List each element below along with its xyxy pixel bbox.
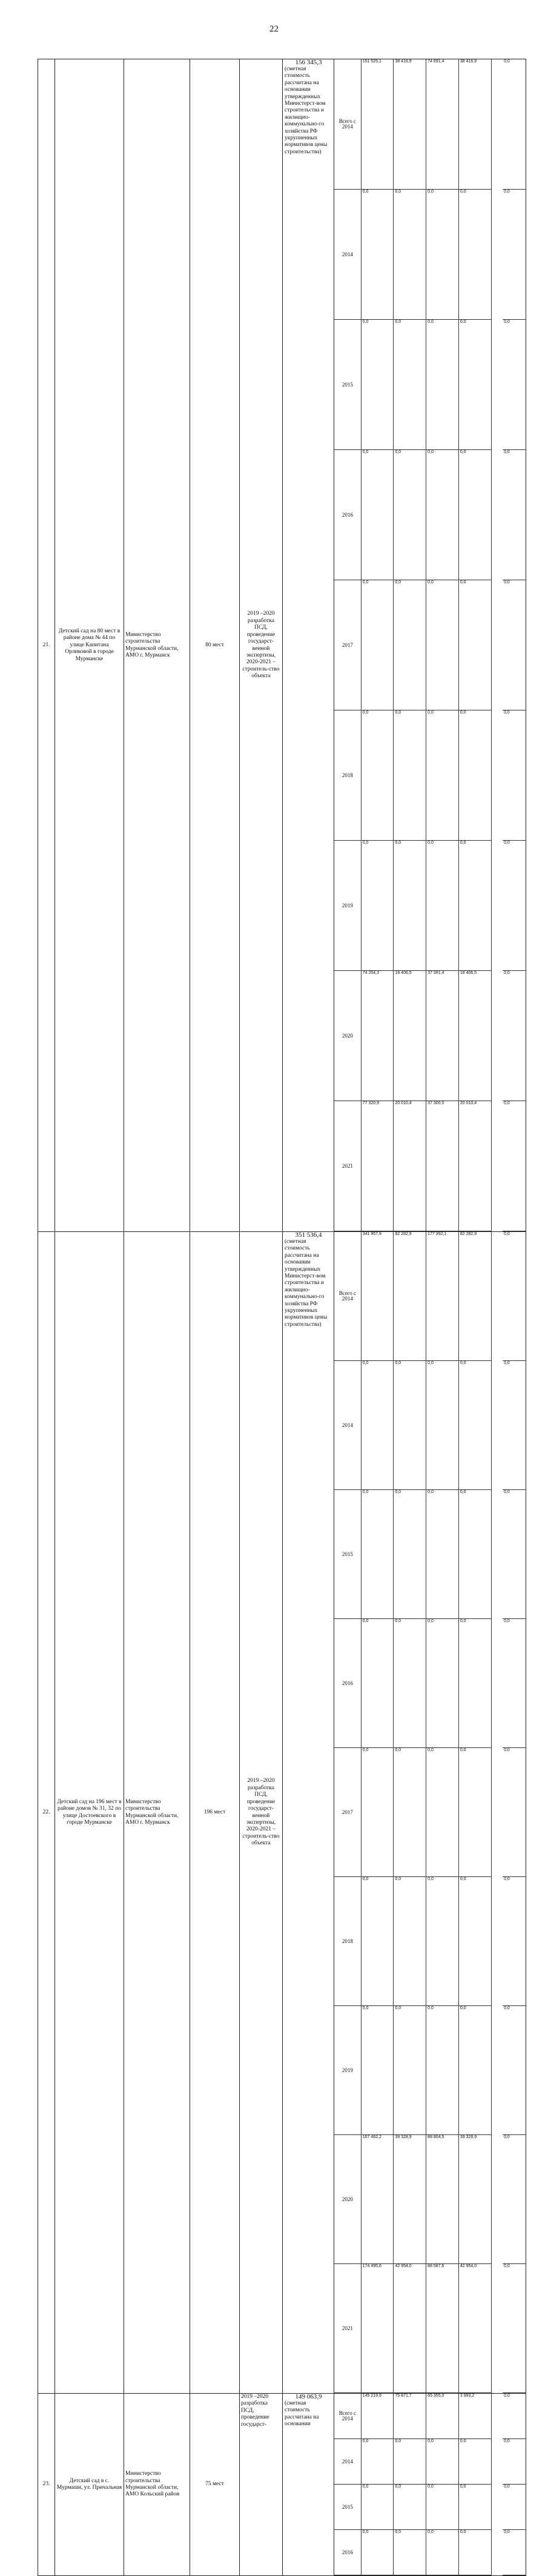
finance-value: 75 871,7 [394, 2394, 426, 2439]
finance-year: 2018 [334, 710, 361, 841]
finance-cell [334, 2394, 526, 2576]
finance-gap [491, 190, 503, 320]
finance-value: 0,0 [394, 2530, 426, 2575]
finance-row [334, 1490, 526, 1619]
finance-value: 82 282,9 [458, 1232, 491, 1361]
finance-value: 0,0 [394, 1490, 426, 1619]
finance-year: 2016 [334, 2530, 361, 2575]
finance-value: 74 204,3 [361, 971, 394, 1101]
finance-value: 0,0 [394, 450, 426, 580]
finance-value: 0,0 [361, 450, 394, 580]
finance-value: 0,0 [426, 580, 459, 710]
finance-value: 0,0 [503, 1490, 526, 1619]
finance-year: 2017 [334, 1748, 361, 1877]
finance-value: 0,0 [458, 2006, 491, 2135]
finance-value: 0,0 [394, 1877, 426, 2006]
finance-row [334, 1361, 526, 1490]
finance-value: 0,0 [503, 2530, 526, 2575]
finance-value: 0,0 [361, 320, 394, 450]
finance-value: 0,0 [503, 580, 526, 710]
table-row [38, 59, 526, 1232]
finance-value: 0,0 [361, 190, 394, 320]
finance-row [334, 2439, 526, 2485]
finance-year: 2019 [334, 841, 361, 971]
finance-year: 2016 [334, 450, 361, 580]
finance-year: 2020 [334, 971, 361, 1101]
finance-table [334, 59, 526, 1231]
finance-value: 0,0 [361, 2439, 394, 2485]
finance-value: 0,0 [394, 320, 426, 450]
finance-value: 341 957,9 [361, 1232, 394, 1361]
finance-value: 0,0 [458, 710, 491, 841]
finance-value: 0,0 [361, 710, 394, 841]
finance-value: 0,0 [503, 1361, 526, 1490]
finance-value: 0,0 [503, 2135, 526, 2264]
finance-value: 0,0 [503, 1619, 526, 1748]
finance-value: 0,0 [361, 1490, 394, 1619]
finance-value: 0,0 [426, 2485, 459, 2530]
finance-value: 18 406,5 [458, 971, 491, 1101]
finance-value: 42 954,0 [458, 2264, 491, 2393]
finance-value: 20 010,4 [394, 1101, 426, 1231]
finance-value: 0,0 [394, 841, 426, 971]
capacity-cell: 196 мест [190, 1232, 240, 2394]
finance-year: Всего с 2014 [334, 59, 361, 190]
finance-year: 2014 [334, 2439, 361, 2485]
finance-value: 0,0 [458, 2530, 491, 2575]
finance-value: 0,0 [503, 2394, 526, 2439]
finance-year: 2018 [334, 1877, 361, 2006]
finance-row [334, 450, 526, 580]
finance-gap [491, 580, 503, 710]
table-row [38, 1232, 526, 2394]
finance-gap [491, 1877, 503, 2006]
finance-value: 0,0 [503, 2485, 526, 2530]
finance-gap [491, 710, 503, 841]
finance-row [334, 59, 526, 190]
finance-value: 0,0 [458, 580, 491, 710]
finance-value: 0,0 [426, 1748, 459, 1877]
finance-gap [491, 1101, 503, 1231]
finance-value: 0,0 [394, 2439, 426, 2485]
finance-year: 2014 [334, 1361, 361, 1490]
finance-gap [491, 450, 503, 580]
customer-cell: Министерство строительства Мурманской области, АМО г. Мурманск [124, 1232, 190, 2394]
finance-value: 0,0 [426, 190, 459, 320]
finance-value: 0,0 [361, 1619, 394, 1748]
finance-row [334, 1619, 526, 1748]
finance-value: 151 525,1 [361, 59, 394, 190]
finance-row [334, 580, 526, 710]
finance-value: 0,0 [361, 1361, 394, 1490]
finance-gap [491, 2264, 503, 2393]
finance-value: 38 416,9 [394, 59, 426, 190]
finance-value: 65 355,0 [426, 2394, 459, 2439]
finance-gap [491, 2439, 503, 2485]
finance-value: 0,0 [458, 2485, 491, 2530]
finance-value: 0,0 [458, 1748, 491, 1877]
finance-value: 0,0 [426, 320, 459, 450]
finance-value: 0,0 [361, 2006, 394, 2135]
finance-gap [491, 1361, 503, 1490]
finance-value: 0,0 [458, 320, 491, 450]
finance-value: 0,0 [394, 190, 426, 320]
cost-cell [283, 2394, 334, 2576]
finance-value: 174 495,6 [361, 2264, 394, 2393]
row-number: 22. [38, 1232, 55, 2394]
finance-row [334, 1877, 526, 2006]
finance-year: 2014 [334, 190, 361, 320]
finance-row [334, 2006, 526, 2135]
finance-value: 0,0 [503, 2006, 526, 2135]
finance-value: 0,0 [394, 1748, 426, 1877]
finance-year: 2016 [334, 1619, 361, 1748]
finance-value: 0,0 [503, 1748, 526, 1877]
object-name: Детский сад в с. Мурмаши, ул. Причальная [55, 2394, 124, 2576]
finance-value: 0,0 [503, 320, 526, 450]
finance-row [334, 1232, 526, 1361]
finance-value: 0,0 [426, 2530, 459, 2575]
finance-year: 2015 [334, 320, 361, 450]
finance-table [334, 2394, 526, 2575]
finance-value: 0,0 [458, 450, 491, 580]
finance-value: 0,0 [503, 971, 526, 1101]
finance-value: 0,0 [458, 1877, 491, 2006]
finance-value: 145 219,9 [361, 2394, 394, 2439]
finance-value: 0,0 [361, 2485, 394, 2530]
cost-value: 156 345,3 [295, 59, 322, 66]
finance-row [334, 1748, 526, 1877]
finance-value: 0,0 [503, 59, 526, 190]
finance-value: 0,0 [361, 580, 394, 710]
finance-gap [491, 59, 503, 190]
cost-value: 351 536,4 [295, 1231, 322, 1239]
finance-value: 0,0 [503, 2264, 526, 2393]
finance-row [334, 190, 526, 320]
finance-gap [491, 2135, 503, 2264]
finance-value: 0,0 [458, 1361, 491, 1490]
finance-value: 0,0 [394, 1361, 426, 1490]
finance-table [334, 1232, 526, 2393]
finance-row [334, 841, 526, 971]
finance-value: 177 392,1 [426, 1232, 459, 1361]
finance-year: Всего с 2014 [334, 1232, 361, 1361]
finance-year: 2017 [334, 580, 361, 710]
finance-value: 0,0 [394, 710, 426, 841]
finance-year: Всего с 2014 [334, 2394, 361, 2439]
finance-row [334, 2264, 526, 2393]
cost-note: (сметная стоимость рассчитана на основании утвержденных Министерст-вом строительства и жилищно-коммунально-го хозяйства РФ укрупненных нормативов цены строительства) [285, 66, 328, 155]
finance-value: 74 691,4 [426, 59, 459, 190]
cost-note: (сметная стоимость рассчитана на основании [285, 2400, 319, 2428]
finance-row [334, 2485, 526, 2530]
finance-value: 0,0 [426, 841, 459, 971]
finance-row [334, 2135, 526, 2264]
finance-value: 0,0 [458, 1619, 491, 1748]
row-number: 23. [38, 2394, 55, 2576]
finance-value: 0,0 [426, 1619, 459, 1748]
finance-gap [491, 841, 503, 971]
finance-value: 3 993,2 [458, 2394, 491, 2439]
stages-cell: 2019 –2020 разработка ПСД, проведение государст- [240, 2394, 283, 2576]
finance-year: 2019 [334, 2006, 361, 2135]
finance-value: 0,0 [503, 2439, 526, 2485]
finance-value: 0,0 [426, 1490, 459, 1619]
finance-value: 0,0 [394, 2006, 426, 2135]
finance-cell [334, 59, 526, 1232]
finance-value: 39 328,9 [394, 2135, 426, 2264]
row-number: 21. [38, 59, 55, 1232]
finance-gap [491, 1748, 503, 1877]
finance-value: 39 328,9 [458, 2135, 491, 2264]
finance-value: 0,0 [361, 1748, 394, 1877]
finance-value: 0,0 [503, 1101, 526, 1231]
cost-value: 149 063,9 [295, 2393, 322, 2400]
finance-value: 0,0 [426, 710, 459, 841]
finance-value: 0,0 [426, 2006, 459, 2135]
finance-year: 2015 [334, 1490, 361, 1619]
finance-gap [491, 1490, 503, 1619]
finance-value: 20 010,4 [458, 1101, 491, 1231]
finance-value: 0,0 [394, 2485, 426, 2530]
finance-gap [491, 971, 503, 1101]
capacity-cell: 80 мест [190, 59, 240, 1232]
finance-value: 0,0 [426, 2439, 459, 2485]
finance-row [334, 320, 526, 450]
finance-cell [334, 1232, 526, 2394]
finance-value: 37 391,4 [426, 971, 459, 1101]
finance-gap [491, 1232, 503, 1361]
finance-value: 0,0 [503, 450, 526, 580]
customer-cell: Министерство строительства Мурманской области, АМО г. Мурманск [124, 59, 190, 1232]
finance-value: 82 282,9 [394, 1232, 426, 1361]
finance-gap [491, 1619, 503, 1748]
finance-value: 0,0 [503, 841, 526, 971]
finance-year: 2020 [334, 2135, 361, 2264]
finance-row [334, 971, 526, 1101]
capacity-cell: 75 мест [190, 2394, 240, 2576]
finance-value: 0,0 [361, 1877, 394, 2006]
cost-note: (сметная стоимость рассчитана на основании утвержденных Министерст-вом строительства и жилищно-коммунально-го хозяйства РФ укрупненных нормативов цены строительства) [285, 1239, 328, 1328]
finance-value: 0,0 [394, 580, 426, 710]
stages-cell: 2019 –2020 разработка ПСД, проведение государст-венной экспертизы, 2020-2021 – строитель-ство объекта [240, 59, 283, 1232]
finance-year: 2021 [334, 2264, 361, 2393]
finance-gap [491, 320, 503, 450]
finance-value: 42 954,0 [394, 2264, 426, 2393]
finance-value: 38 416,9 [458, 59, 491, 190]
object-name: Детский сад на 80 мест в районе дома № 44 по улице Капитана Орликовой в городе Мурманске [55, 59, 124, 1232]
cost-cell [283, 1232, 334, 2394]
finance-value: 0,0 [426, 450, 459, 580]
finance-value: 77 320,9 [361, 1101, 394, 1231]
finance-gap [491, 2485, 503, 2530]
stages-cell: 2019 –2020 разработка ПСД, проведение государст-венной экспертизы, 2020-2021 – строитель-ство объекта [240, 1232, 283, 2394]
finance-gap [491, 2530, 503, 2575]
finance-value: 0,0 [503, 1877, 526, 2006]
finance-value: 0,0 [458, 2439, 491, 2485]
finance-value: 37 300,0 [426, 1101, 459, 1231]
customer-cell: Министерство строительства Мурманской области, АМО Кольский район [124, 2394, 190, 2576]
object-name: Детский сад на 196 мест в районе домов № 31, 32 по улице Достоевского в городе Мурманске [55, 1232, 124, 2394]
finance-value: 0,0 [361, 841, 394, 971]
cost-cell [283, 59, 334, 1232]
table-row [38, 2394, 526, 2576]
page-number: 22 [269, 24, 279, 34]
finance-value: 0,0 [458, 190, 491, 320]
finance-year: 2021 [334, 1101, 361, 1231]
finance-value: 0,0 [503, 190, 526, 320]
finance-value: 88 804,5 [426, 2135, 459, 2264]
finance-value: 0,0 [458, 841, 491, 971]
finance-gap [491, 2394, 503, 2439]
finance-value: 0,0 [361, 2530, 394, 2575]
finance-value: 88 587,6 [426, 2264, 459, 2393]
finance-value: 0,0 [458, 1490, 491, 1619]
finance-row [334, 710, 526, 841]
finance-value: 0,0 [426, 1361, 459, 1490]
finance-row [334, 1101, 526, 1231]
investment-table [38, 59, 526, 2576]
finance-value: 0,0 [394, 1619, 426, 1748]
finance-row [334, 2394, 526, 2439]
finance-value: 0,0 [503, 1232, 526, 1361]
finance-value: 167 462,2 [361, 2135, 394, 2264]
finance-value: 0,0 [426, 1877, 459, 2006]
finance-value: 0,0 [503, 710, 526, 841]
finance-year: 2015 [334, 2485, 361, 2530]
finance-value: 18 406,5 [394, 971, 426, 1101]
finance-gap [491, 2006, 503, 2135]
finance-row [334, 2530, 526, 2575]
